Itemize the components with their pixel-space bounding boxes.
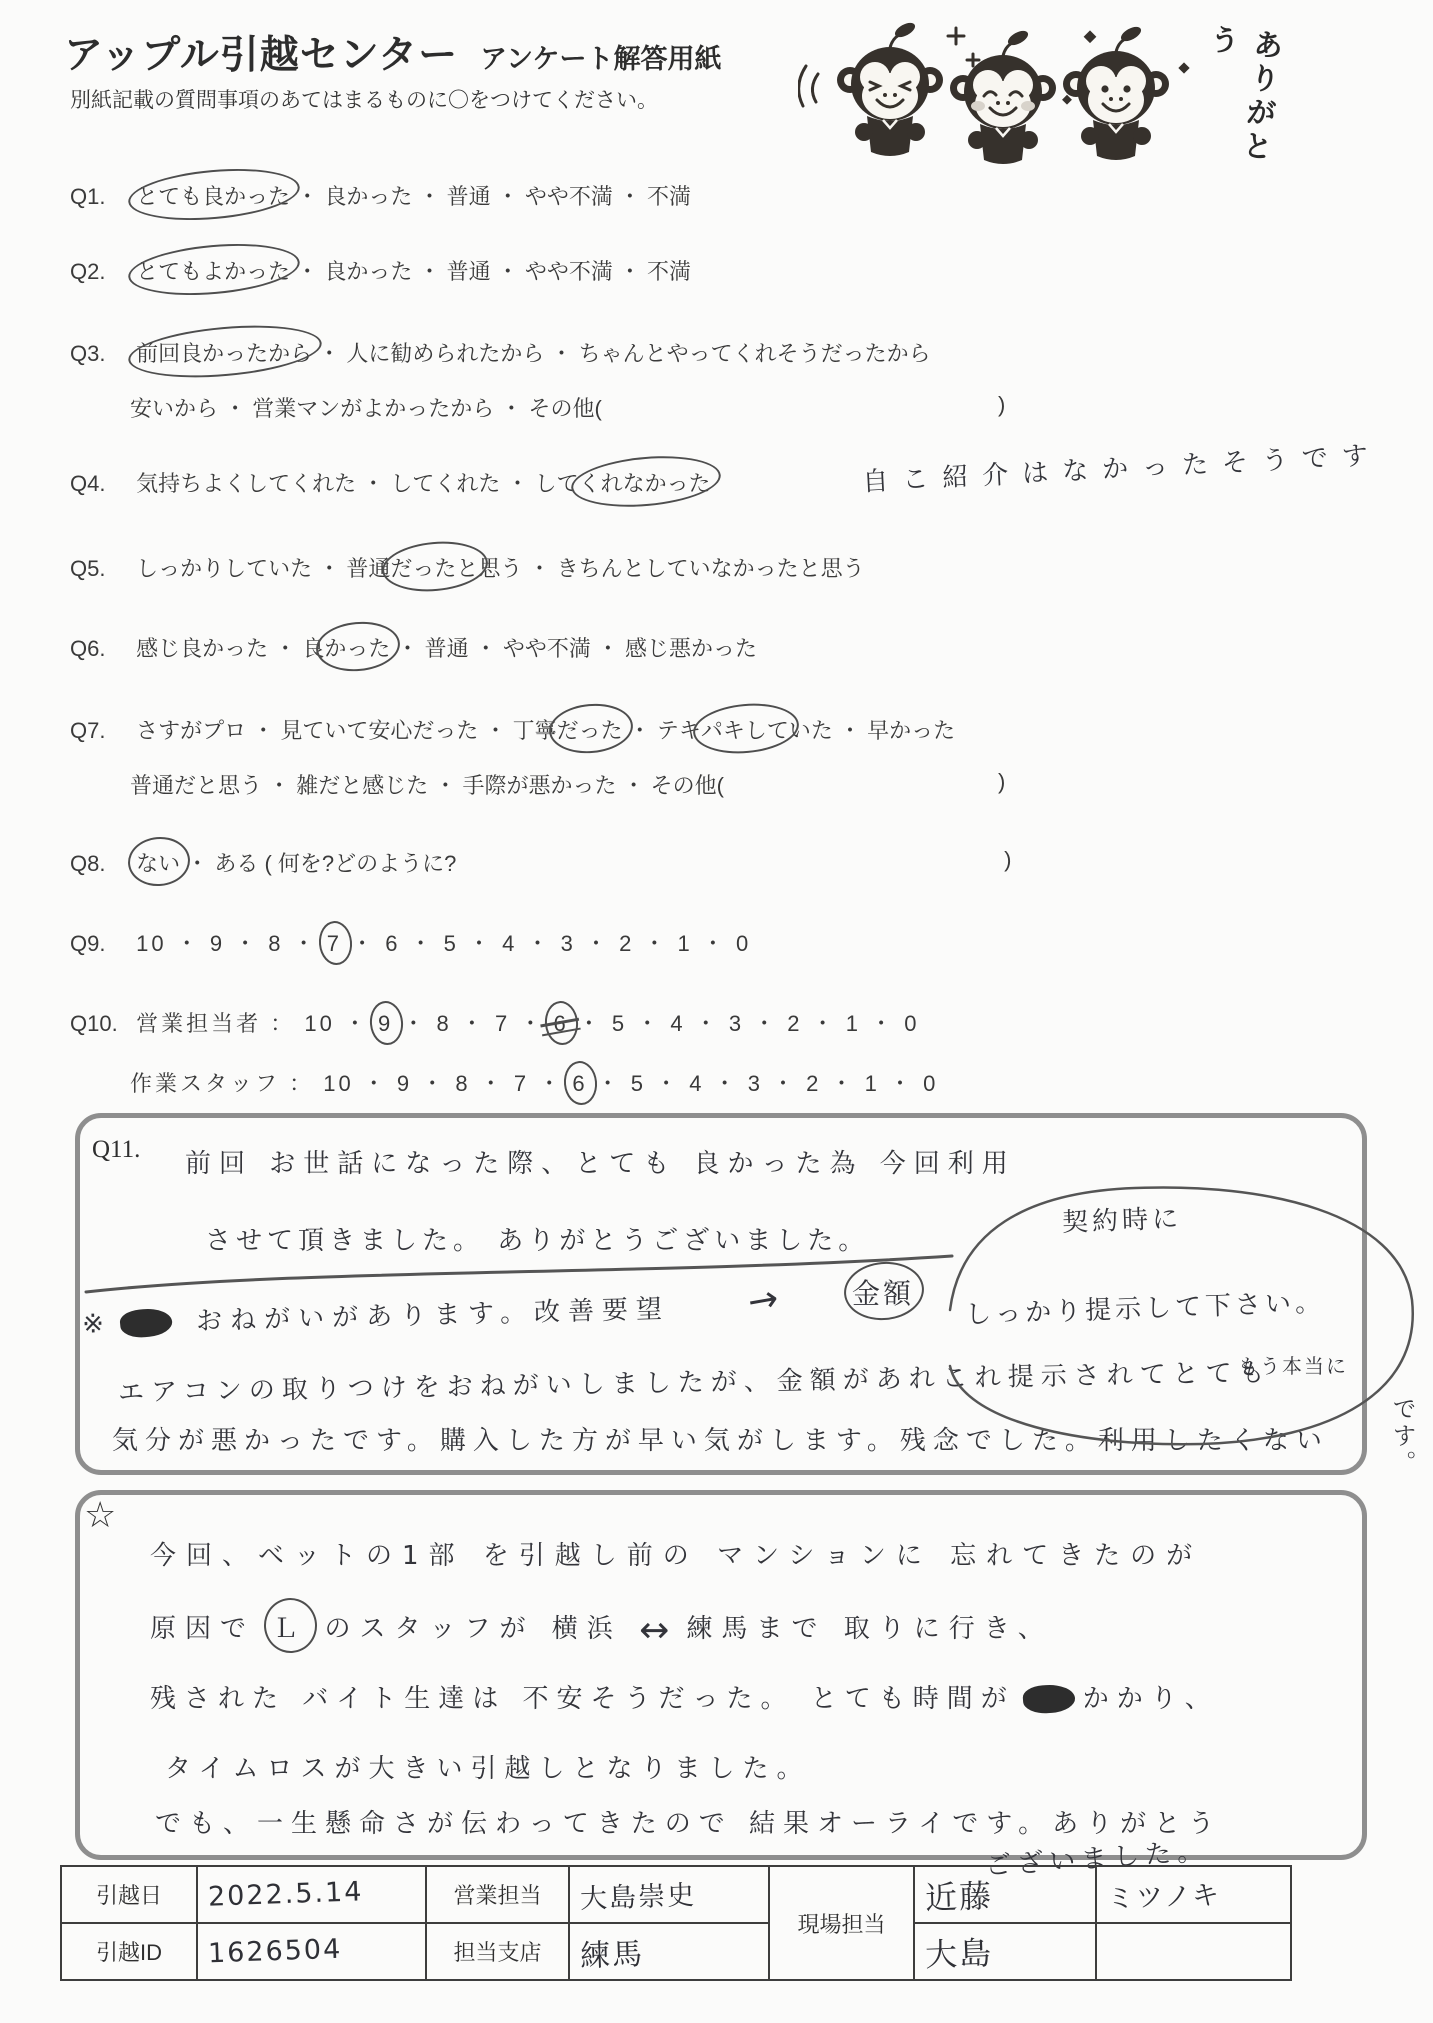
- move-id-value: [197, 1923, 426, 1980]
- text-segment: 普通だと思う ・ 雑だと感じた ・ 手際が悪かった ・ その他(: [130, 773, 725, 798]
- hand-circled-text: 6: [572, 1071, 588, 1096]
- handwritten-request-suffix: しっかり提示して下さい。: [964, 1287, 1326, 1331]
- question-options: [136, 467, 710, 498]
- question-q6: [70, 632, 1400, 663]
- text-segment: いた ・ 早かった: [788, 718, 956, 743]
- hand-circled-text: 7: [326, 931, 342, 956]
- question-options: [136, 337, 930, 368]
- hand-circled-text: 9: [378, 1011, 394, 1036]
- question-q3: [70, 337, 1400, 368]
- text-segment: さすがプロ ・ 見ていて安心だった ・ 丁寧: [136, 718, 557, 743]
- hand-circled-text: ない: [136, 847, 180, 878]
- question-options: [130, 1067, 938, 1098]
- text-segment: ・ 良かった ・ 普通 ・ やや不満 ・ 不満: [290, 184, 692, 209]
- hand-circled-text: 前回良かったから: [136, 337, 312, 368]
- hand-circled-text: とてもよかった: [136, 255, 290, 286]
- q11-label: Q11.: [92, 1136, 141, 1163]
- handwritten-value: 2022.5.14: [207, 1876, 364, 1913]
- handwritten-value: 大島崇史: [579, 1879, 697, 1916]
- question-q5: [70, 552, 1400, 583]
- text-segment: ): [998, 769, 1006, 794]
- question-options: [130, 769, 1006, 800]
- monkey-2: [950, 28, 1056, 164]
- brand-title: アップル引越センター: [64, 34, 459, 77]
- question-number: Q8.: [70, 851, 106, 876]
- handwritten-line: タイムロスが大きい引越しとなりました。: [165, 1754, 811, 1784]
- site-rep-value-1: [914, 1866, 1096, 1923]
- question-number: Q4.: [70, 471, 106, 496]
- question-q7: [70, 714, 1400, 745]
- sales-rep-value: [569, 1866, 769, 1923]
- text-segment: ・ 6 ・ 5 ・ 4 ・ 3 ・ 2 ・ 1 ・ 0: [342, 931, 752, 956]
- text-segment: ・ テキ: [622, 718, 701, 743]
- hand-circled-text: くれなかった: [579, 467, 711, 498]
- question-options: [136, 714, 955, 745]
- question-q9: [70, 927, 1400, 958]
- header: [64, 24, 722, 80]
- hand-circled-text: 6: [553, 1011, 569, 1036]
- instruction-text: 別紙記載の質問事項のあてはまるものに〇をつけてください。: [70, 89, 658, 112]
- question-q3-line2: [70, 392, 1433, 423]
- question-q1: [70, 180, 1400, 211]
- site-rep-value-3: [1096, 1866, 1291, 1923]
- text-segment: 気持ちよくしてくれた ・ してくれた ・ して: [136, 471, 579, 496]
- monkey-1: [837, 20, 943, 156]
- question-q10-line2: [70, 1067, 1433, 1098]
- text-segment: 思う ・ きちんとしていなかったと思う: [478, 556, 865, 581]
- empty-cell: [1096, 1923, 1291, 1980]
- hand-circled-text: かった: [324, 632, 390, 663]
- monkey-3: [1063, 24, 1169, 160]
- site-rep-label: 現場担当: [769, 1866, 914, 1980]
- handwritten-value: 近藤: [924, 1876, 994, 1917]
- table-row: [61, 1866, 1291, 1923]
- handwritten-line: ございました。: [984, 1836, 1210, 1882]
- sheet-title: アンケート解答用紙: [480, 44, 722, 74]
- text-segment: 感じ良かった ・ 良: [136, 636, 325, 661]
- question-number: Q9.: [70, 931, 106, 956]
- handwritten-contract-note: 契約時に: [1061, 1203, 1183, 1239]
- question-options: [136, 847, 1012, 878]
- scribble-blot: [1022, 1683, 1076, 1715]
- question-number: Q1.: [70, 184, 106, 209]
- handwritten-vertical-note: です。: [1388, 1396, 1416, 1477]
- handwritten-line: エアコンの取りつけをおねがいしましたが、金額があれこれ提示されてとても: [117, 1357, 1272, 1409]
- question-q7-line2: [70, 769, 1433, 800]
- text-segment: 練馬まで 取りに行き、: [669, 1614, 1053, 1644]
- hand-circled-text: だったと: [390, 552, 478, 583]
- handwritten-line: 気分が悪かったです。購入した方が早い気がします。残念でした。利用したくない: [112, 1426, 1329, 1456]
- handwritten-line: [150, 1608, 1053, 1651]
- site-rep-value-2: [914, 1923, 1096, 1980]
- handwritten-line: でも、一生懸命さが伝わってきたので 結果オーライです。ありがとう: [155, 1809, 1223, 1839]
- text-segment: おねがいがあります。改善要望: [179, 1294, 671, 1338]
- text-segment: 原因で: [150, 1614, 273, 1644]
- text-segment: ・ 5 ・ 4 ・ 3 ・ 2 ・ 1 ・ 0: [587, 1071, 939, 1096]
- handwritten-value: 大島: [924, 1933, 994, 1974]
- branch-label: 担当支店: [426, 1923, 569, 1980]
- question-options: [136, 180, 691, 211]
- question-options: [136, 552, 864, 583]
- handwritten-line: 今回、ベットの1部 を引越し前の マンションに 忘れてきたのが: [150, 1541, 1203, 1571]
- question-options: [136, 255, 691, 286]
- handwritten-amount: [852, 1272, 914, 1312]
- mascot-thanks-text: ありがとう: [1202, 22, 1285, 166]
- branch-value: [569, 1923, 769, 1980]
- text-segment: ・ 良かった ・ 普通 ・ やや不満 ・ 不満: [290, 259, 692, 284]
- question-number: Q6.: [70, 636, 106, 661]
- question-number: Q10.: [70, 1011, 118, 1036]
- question-number: Q7.: [70, 718, 106, 743]
- hand-circled-text: Ｌ: [272, 1608, 307, 1645]
- text-segment: ・ 人に勧められたから ・ ちゃんとやってくれそうだったから: [312, 341, 931, 366]
- question-options: [136, 927, 751, 958]
- text-segment: ※: [81, 1308, 113, 1340]
- text-segment: ): [1004, 847, 1012, 872]
- text-segment: 残された バイト生達は 不安そうだった。 とても時間が: [150, 1684, 1015, 1714]
- question-q8: [70, 847, 1400, 878]
- text-segment: 営業担当者 ： 10 ・: [136, 1011, 379, 1036]
- question-q10: [70, 1007, 1400, 1038]
- star-mark: ☆: [84, 1494, 117, 1535]
- text-segment: ・ ある ( 何を?どのように?: [180, 851, 457, 876]
- text-segment: ・ 普通 ・ やや不満 ・ 感じ悪かった: [390, 636, 758, 661]
- move-date-label: 引越日: [61, 1866, 197, 1923]
- hand-circled-text: とても良かった: [136, 180, 290, 211]
- handwritten-side-note: もう本当に: [1238, 1354, 1348, 1378]
- table-row: [61, 1923, 1291, 1980]
- text-segment: 10 ・ 9 ・ 8 ・: [136, 931, 327, 956]
- handwritten-line: させて頂きました。 ありがとうございました。: [205, 1226, 870, 1256]
- text-segment: ・ 5 ・ 4 ・ 3 ・ 2 ・ 1 ・ 0: [568, 1011, 920, 1036]
- text-segment: 安いから ・ 営業マンがよかったから ・ その他(: [130, 396, 602, 421]
- question-number: Q5.: [70, 556, 106, 581]
- question-options: [136, 1007, 919, 1038]
- text-segment: ↔: [639, 1610, 670, 1651]
- move-date-value: [197, 1866, 426, 1923]
- question-q2: [70, 255, 1400, 286]
- hand-circled-text: パキして: [701, 714, 789, 745]
- footer-info-table: [60, 1865, 1292, 1981]
- handwritten-value: 1626504: [207, 1933, 343, 1970]
- hand-circled-text: 金額: [852, 1272, 914, 1312]
- text-segment: ): [998, 392, 1006, 417]
- sales-rep-label: 営業担当: [426, 1866, 569, 1923]
- scribble-blot: [119, 1307, 173, 1340]
- hand-circled-text: だった: [557, 714, 623, 745]
- handwritten-line: [150, 1678, 1219, 1715]
- question-options: [136, 632, 757, 663]
- handwritten-value: 練馬: [579, 1936, 645, 1974]
- question-options: [130, 392, 1006, 423]
- handwritten-value: ミツノキ: [1106, 1880, 1222, 1915]
- handwritten-line: 前回 お世話になった際、とても 良かった為 今回利用: [185, 1149, 1016, 1179]
- handwritten-note-q4: 自こ紹介はなかったそうです: [861, 440, 1383, 498]
- question-number: Q3.: [70, 341, 106, 366]
- text-segment: 作業スタッフ ： 10 ・ 9 ・ 8 ・ 7 ・: [130, 1071, 573, 1096]
- question-number: Q2.: [70, 259, 106, 284]
- text-segment: のスタッフが 横浜: [307, 1614, 640, 1644]
- text-segment: ・ 8 ・ 7 ・: [393, 1011, 554, 1036]
- text-segment: かかり、: [1082, 1684, 1219, 1714]
- handwritten-arrow: →: [744, 1277, 782, 1324]
- mascot-monkeys-illustration: [798, 12, 1198, 180]
- move-id-label: 引越ID: [61, 1923, 197, 1980]
- text-segment: しっかりしていた ・ 普通: [136, 556, 391, 581]
